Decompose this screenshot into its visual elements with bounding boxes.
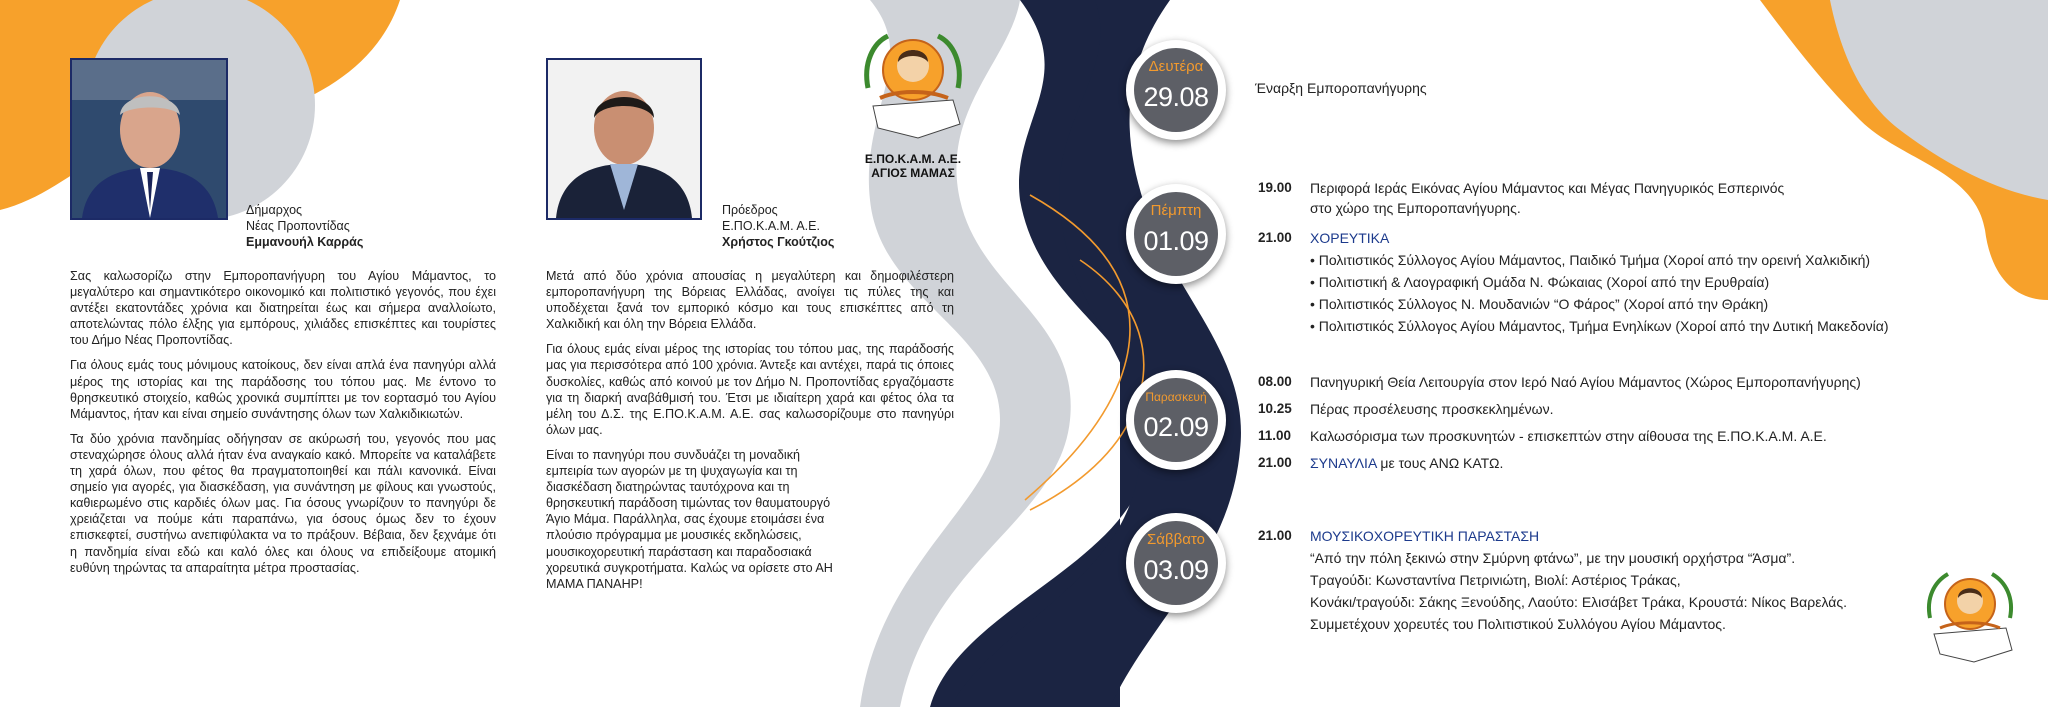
day-name: Παρασκευή xyxy=(1145,390,1207,404)
day-date: 01.09 xyxy=(1143,226,1209,256)
president-role: Πρόεδρος xyxy=(722,203,778,217)
agios-mamas-logo xyxy=(858,28,968,148)
president-photo xyxy=(546,58,702,220)
day-date: 03.09 xyxy=(1143,555,1209,585)
concert-highlight: ΣΥΝΑΥΛΙΑ xyxy=(1310,455,1377,471)
event-description-cont: στο χώρο της Εμποροπανήγυρης. xyxy=(1310,200,1521,216)
event-description xyxy=(1310,453,1503,473)
event-time: 21.00 xyxy=(1258,455,1292,470)
president-caption xyxy=(722,202,834,250)
list-item: • Πολιτιστικός Σύλλογος Αγίου Μάμαντος, Παιδικό Τμήμα (Χοροί από την ορεινή Χαλκιδική) xyxy=(1310,252,1871,268)
friday-schedule xyxy=(1258,372,2018,482)
event-line: Τραγούδι: Κωνσταντίνα Πετρινιώτη, Βιολί: Αστέριος Τράκας, xyxy=(1310,572,1681,588)
event-description: Περιφορά Ιεράς Εικόνας Αγίου Μάμαντος και Μέγας Πανηγυρικός Εσπερινός xyxy=(1310,180,1785,196)
event-time: 21.00 xyxy=(1258,230,1292,245)
concert-rest: με τους ΑΝΩ ΚΑΤΩ. xyxy=(1376,455,1504,471)
president-name: Χρήστος Γκούτζιος xyxy=(722,235,835,249)
mayor-paragraph: Τα δύο χρόνια πανδημίας οδήγησαν σε ακύρωσή του, γεγονός που μας στεναχώρησε όλους αλλά ήταν ένα αναγκαίο κακό. Μπορείτε να καταλάβετε τη χαρά όλων, που φέτος θα πραγματοποιηθεί και πάλι κανονικά. Είναι σημείο για αγορές, για διασκέδαση, για συνάντηση με φίλους και γνωστούς, καθιερωμένο στις καρδιές όλων μας. Για όσους γνωρίζουν το πανηγύρι δε χρειάζεται να πούμε κάτι παραπάνω, για όσους όμως δεν το έχουν επισκεφτεί, συστήνω ανεπιφύλακτα να το πράξουν. Βέβαια, δεν ξεχνάμε ότι η πανδημία είναι εδώ και καλό όλες και όλους να επιδείξουμε ατομική ευθύνη τηρώντας τα απαραίτητα μέτρα προστασίας. xyxy=(70,431,496,575)
day-date: 02.09 xyxy=(1143,412,1209,442)
day-badge-monday xyxy=(1126,40,1226,140)
president-message xyxy=(546,268,954,601)
day-name: Δευτέρα xyxy=(1148,58,1204,75)
president-paragraph: Μετά από δύο χρόνια απουσίας η μεγαλύτερη και δημοφιλέστερη εμποροπανήγυρη της Βόρειας Ελλάδας, ανοίγει τις πύλες της και υποδέχεται ξανά τον εμπορικό κόσμο και τους επισκέπτες από τη Χαλκιδική και όλη την Βόρεια Ελλάδα. xyxy=(546,269,954,332)
event-description: Πανηγυρική Θεία Λειτουργία στον Ιερό Ναό Αγίου Μάμαντος (Χώρος Εμποροπανήγυρης) xyxy=(1310,374,1861,390)
list-item: • Πολιτιστικός Σύλλογος Αγίου Μάμαντος, Τμήμα Ενηλίκων (Χοροί από την Δυτική Μακεδονία) xyxy=(1310,318,1889,334)
event-time: 08.00 xyxy=(1258,374,1292,389)
mayor-role: Δήμαρχος xyxy=(246,203,303,217)
event-line: Συμμετέχουν χορευτές του Πολιτιστικού Συλλόγου Αγίου Μάμαντος. xyxy=(1310,616,1726,632)
saturday-schedule xyxy=(1258,526,2018,646)
event-time: 19.00 xyxy=(1258,180,1292,195)
mayor-paragraph: Σας καλωσορίζω στην Εμποροπανήγυρη του Αγίου Μάμαντος, το μεγαλύτερο και σημαντικότερο οικονομικό και πολιτιστικό γεγονός, που έχει αντέξει εκατοντάδες χρόνια και διατηρείται έως και σήμερα αναλλοίωτο, αποτελώντας πόλο έλξης για εμπόρους, χιλιάδες επισκέπτες και τουρίστες του Δήμο Νέας Προποντίδας. xyxy=(70,269,496,348)
monday-event xyxy=(1255,78,1427,98)
mayor-paragraph: Για όλους εμάς τους μόνιμους κατοίκους, δεν είναι απλά ένα πανηγύρι αλλά μέρος της ιστορίας και της παράδοσης του τόπου μας. Με έντονο το θρησκευτικό στοιχείο, καθώς χρονικά συμπίπτει με τον εορτασμό του Αγίου Μάμαντος, ήταν και είναι σημείο συνάντησης όλων των Χαλκιδικιωτών. xyxy=(70,358,496,421)
mayor-name: Εμμανουήλ Καρράς xyxy=(246,235,364,249)
mayor-photo xyxy=(70,58,228,220)
event-line: “Από την πόλη ξεκινώ στην Σμύρνη φτάνω”, με την μουσική ορχήστρα “Άσμα”. xyxy=(1310,550,1796,566)
mayor-place: Νέας Προποντίδας xyxy=(246,219,350,233)
monday-text: Έναρξη Εμποροπανήγυρης xyxy=(1255,80,1427,96)
logo-line-1: Ε.ΠΟ.Κ.Α.Μ. Α.Ε. xyxy=(864,152,962,166)
mayor-message xyxy=(70,268,496,585)
president-paragraph: Είναι το πανηγύρι που συνδυάζει τη μοναδική εμπειρία των αγορών με τη ψυχαγωγία και τη διασκέδαση διατηρώντας ταυτόχρονα και τη θρησκευτική παράδοση τιμώντας τον θαυματουργό Άγιο Μάμα. Παράλληλα, σας έχουμε ετοιμάσει ένα πλούσιο πρόγραμμα με μουσικές εκδηλώσεις, μουσικοχορευτική παράσταση και παραδοσιακά χορευτικά συγκροτήματα. Καλώς να ορίσετε στο ΑΗ ΜΑΜΑ ΠΑΝΑΗΡ! xyxy=(546,447,833,591)
list-item: • Πολιτιστικός Σύλλογος Ν. Μουδανιών “Ο Φάρος” (Χοροί από την Θράκη) xyxy=(1310,296,1769,312)
event-time: 21.00 xyxy=(1258,528,1292,543)
event-description: Πέρας προσέλευσης προσκεκλημένων. xyxy=(1310,401,1554,417)
mayor-caption xyxy=(246,202,363,250)
event-title: ΧΟΡΕΥΤΙΚΑ xyxy=(1310,230,1390,246)
day-date: 29.08 xyxy=(1143,82,1209,112)
day-name: Πέμπτη xyxy=(1150,202,1202,219)
day-badge-saturday xyxy=(1126,513,1226,613)
day-name: Σάββατο xyxy=(1147,531,1205,548)
day-badge-thursday xyxy=(1126,184,1226,284)
event-description: Καλωσόρισμα των προσκυνητών - επισκεπτών στην αίθουσα της Ε.ΠΟ.Κ.Α.Μ. Α.Ε. xyxy=(1310,428,1827,444)
event-line: Κονάκι/τραγούδι: Σάκης Ξενούδης, Λαούτο: Ελισάβετ Τράκα, Κρουστά: Νίκος Βαρελάς. xyxy=(1310,594,1848,610)
event-time: 10.25 xyxy=(1258,401,1292,416)
event-title: ΜΟΥΣΙΚΟΧΟΡΕΥΤΙΚΗ ΠΑΡΑΣΤΑΣΗ xyxy=(1310,528,1540,544)
list-item: • Πολιτιστική & Λαογραφική Ομάδα Ν. Φώκαιας (Χοροί από την Ερυθραία) xyxy=(1310,274,1770,290)
logo-line-2: ΑΓΙΟΣ ΜΑΜΑΣ xyxy=(871,166,955,180)
president-org: Ε.ΠΟ.Κ.Α.Μ. Α.Ε. xyxy=(722,219,820,233)
agios-mamas-logo-small xyxy=(1922,568,2018,668)
logo-caption xyxy=(858,152,968,180)
day-badge-friday xyxy=(1126,370,1226,470)
president-paragraph: Για όλους εμάς είναι μέρος της ιστορίας του τόπου μας, της παράδοσής μας για περισσότερα από 100 χρόνια. Άντεξε και αντέχει, παρά τις όποιες δυσκολίες, καθώς από κοινού με τον Δήμο Ν. Προποντίδας εργαζόμαστε για τη διαρκή αναβάθμισή του. Έτσι με ιδιαίτερη χαρά και φέτος όλα τα μέλη του Δ.Σ. της Ε.ΠΟ.Κ.Α.Μ. Α.Ε. σας καλωσορίζουμε στο πανηγύρι όλων μας. xyxy=(546,342,954,437)
event-time: 11.00 xyxy=(1258,428,1292,443)
